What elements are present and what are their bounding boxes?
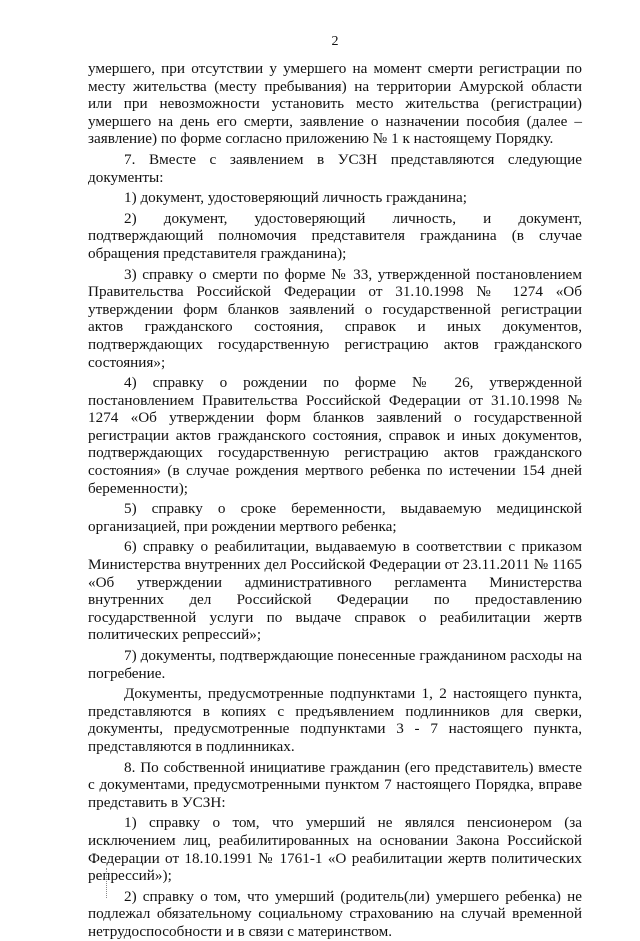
paragraph-documents-note: Документы, предусмотренные подпунктами 1, 2 настоящего пункта, представляются в копиях с предъявлением подлинников для сверки, документы, предусмотренные подпунктами 3 - 7 настоящего пункта, представляются в подлинниках. [88,685,582,755]
paragraph-subitem-2: 2) документ, удостоверяющий личность, и документ, подтверждающий полномочия представителя гражданина (в случае обращения представителя гражданина); [88,209,582,262]
paragraph-item-8: 8. По собственной инициативе гражданин (его представитель) вместе с документами, предусмотренными пунктом 7 настоящего Порядка, вправе представить в УСЗН: [88,758,582,811]
paragraph-item-8-subitem-1: 1) справку о том, что умерший не являлся пенсионером (за исключением лиц, реабилитированных на основании Закона Российской Федерации от 18.10.1991 № 1761-1 «О реабилитации жертв политических репрессий»); [88,814,582,885]
paragraph-item-8-subitem-2: 2) справку о том, что умерший (родитель(ли) умершего ребенка) не подлежал обязательному социальному страхованию на случай временной нетрудоспособности и в связи с материнством. [88,887,582,940]
paragraph-subitem-7: 7) документы, подтверждающие понесенные гражданином расходы на погребение. [88,647,582,682]
paragraph-subitem-5: 5) справку о сроке беременности, выдаваемую медицинской организацией, при рождении мертвого ребенка; [88,500,582,535]
paragraph-continuation: умершего, при отсутствии у умершего на момент смерти регистрации по месту жительства (месту пребывания) на территории Амурской области или при невозможности установить место жительства (регистрации) умершего на день его смерти, заявление о назначении пособия (далее – заявление) по форме согласно приложению № 1 к настоящему Порядку. [88,60,582,148]
paragraph-subitem-4: 4) справку о рождении по форме № 26, утвержденной постановлением Правительства Российской Федерации от 31.10.1998 № 1274 «Об утверждении форм бланков заявлений о государственной регистрации актов гражданского состояния, справок и иных документов, подтверждающих государственную регистрацию актов гражданского состояния» (в случае рождения мертвого ребенка по истечении 154 дней беременности); [88,374,582,497]
document-body [88,60,582,941]
scan-edge-mark [106,868,111,898]
page-number: 2 [331,34,339,49]
paragraph-subitem-1: 1) документ, удостоверяющий личность гражданина; [124,189,467,207]
paragraph-item-7: 7. Вместе с заявлением в УСЗН представляются следующие документы: [88,150,582,186]
paragraph-subitem-6: 6) справку о реабилитации, выдаваемую в соответствии с приказом Министерства внутренних дел Российской Федерации от 23.11.2011 № 1165 «Об утверждении административного регламента Министерства внутренних дел Российской Федерации по предоставлению государственной услуги по выдаче справок о реабилитации жертв политических репрессий»; [88,538,582,644]
paragraph-subitem-3: 3) справку о смерти по форме № 33, утвержденной постановлением Правительства Российской Федерации от 31.10.1998 № 1274 «Об утверждении форм бланков заявлений о государственной регистрации актов гражданского состояния, справок и иных документов, подтверждающих государственную регистрацию актов гражданского состояния»; [88,265,582,371]
